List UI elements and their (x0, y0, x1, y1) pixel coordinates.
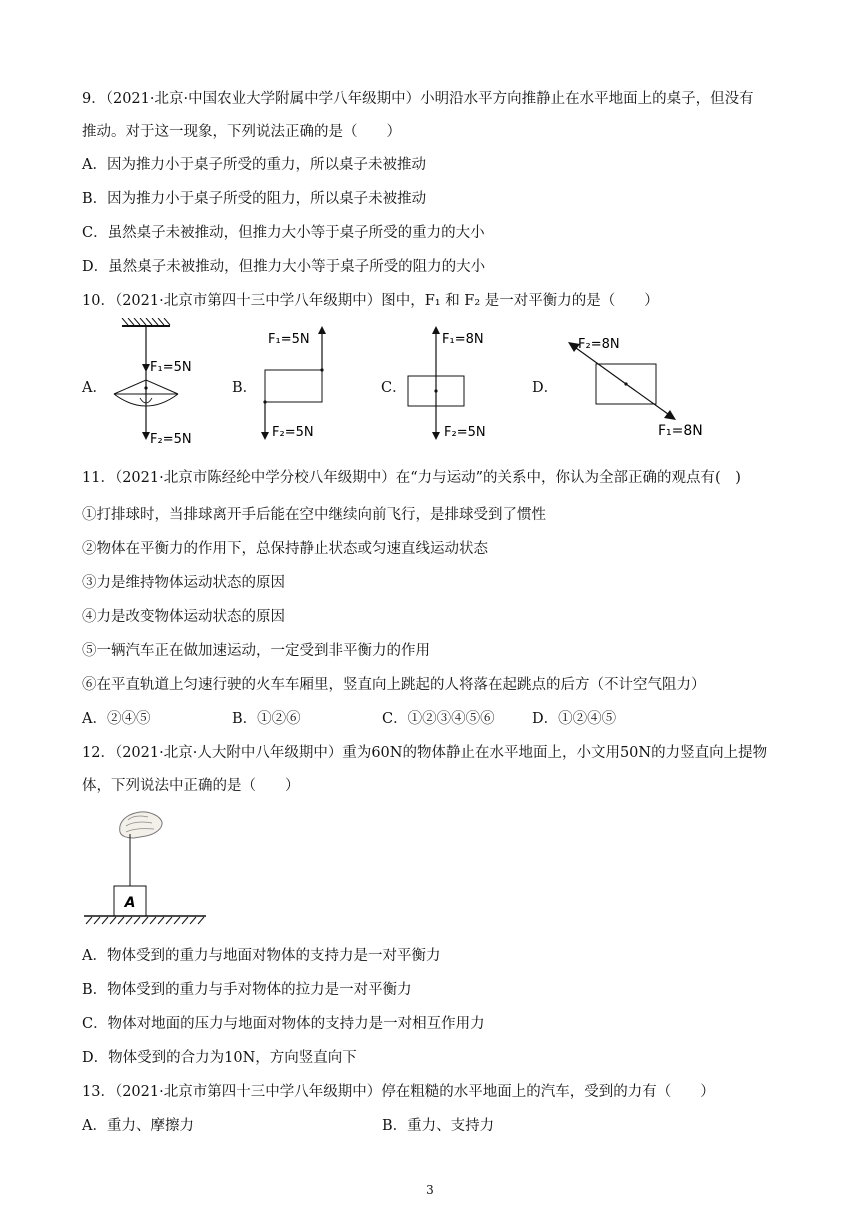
q12-option-b: B．物体受到的重力与手对物体的拉力是一对平衡力 (82, 982, 412, 998)
q11-item-1: ①打排球时，当排球离开手后能在空中继续向前飞行，是排球受到了惯性 (82, 507, 546, 523)
q11-item-2: ②物体在平衡力的作用下，总保持静止状态或匀速直线运动状态 (82, 541, 488, 557)
q12-option-d: D．物体受到的合力为10N，方向竖直向下 (82, 1050, 357, 1066)
q10-a-f2-label: F₂=5N (150, 432, 192, 447)
q9-option-d: D．虽然桌子未被推动，但推力大小等于桌子所受的阻力的大小 (82, 259, 486, 275)
q10-b-f1-label: F₁=5N (268, 332, 310, 347)
q10-d-f2-label: F₂=8N (578, 337, 620, 352)
q10-stem: 10．（2021·北京市第四十三中学八年级期中）图中，F₁ 和 F₂ 是一对平衡力的是（ ） (82, 293, 659, 309)
q10-diagram-b (250, 318, 350, 448)
q10-c-f1-label: F₁=8N (442, 332, 484, 347)
q10-label-b: B． (232, 380, 258, 396)
q9-option-c: C．虽然桌子未被推动，但推力大小等于桌子所受的重力的大小 (82, 225, 485, 241)
q11-item-4: ④力是改变物体运动状态的原因 (82, 609, 285, 625)
q9-option-b: B．因为推力小于桌子所受的阻力，所以桌子未被推动 (82, 191, 427, 207)
q9-stem-line1: 9．（2021·北京·中国农业大学附属中学八年级期中）小明沿水平方向推静止在水平地面上的桌子，但没有 (82, 91, 754, 107)
q11-option-d: D．①②④⑤ (532, 711, 617, 727)
q11-item-6: ⑥在平直轨道上匀速行驶的火车车厢里，竖直向上跳起的人将落在起跳点的后方（不计空气阻力） (82, 677, 706, 693)
q10-label-a: A． (82, 380, 107, 396)
q9-stem-line2: 推动。对于这一现象，下列说法正确的是（ ） (82, 124, 401, 140)
q10-a-f1-label: F₁=5N (150, 360, 192, 375)
q13-option-a: A．重力、摩擦力 (82, 1118, 194, 1134)
q10-b-f2-label: F₂=5N (272, 425, 314, 440)
q13-stem: 13．（2021·北京市第四十三中学八年级期中）停在粗糙的水平地面上的汽车，受到的力有（ ） (82, 1084, 715, 1100)
q12-option-c: C．物体对地面的压力与地面对物体的支持力是一对相互作用力 (82, 1016, 485, 1032)
q11-option-a: A．②④⑤ (82, 711, 151, 727)
q10-label-c: C． (381, 380, 407, 396)
q10-diagram-d (560, 326, 740, 446)
q11-item-3: ③力是维持物体运动状态的原因 (82, 575, 285, 591)
q12-option-a: A．物体受到的重力与地面对物体的支持力是一对平衡力 (82, 948, 441, 964)
q11-option-b: B．①②⑥ (232, 711, 301, 727)
q11-stem: 11．（2021·北京市陈经纶中学分校八年级期中）在“力与运动”的关系中，你认为全部正确的观点有( ) (82, 470, 741, 486)
q10-d-f1-label: F₁=8N (658, 423, 703, 439)
q12-diagram (82, 808, 212, 930)
q10-diagram-a (100, 318, 210, 448)
q9-option-a: A．因为推力小于桌子所受的重力，所以桌子未被推动 (82, 157, 426, 173)
q12-block-label: A (124, 895, 136, 911)
q11-item-5: ⑤一辆汽车正在做加速运动，一定受到非平衡力的作用 (82, 643, 430, 659)
q11-option-c: C．①②③④⑤⑥ (382, 711, 495, 727)
q12-stem-line1: 12．（2021·北京·人大附中八年级期中）重为60N的物体静止在水平地面上，小文用50N的力竖直向上提物 (82, 745, 768, 761)
q12-stem-line2: 体，下列说法中正确的是（ ） (82, 778, 300, 794)
page-number: 3 (426, 1183, 434, 1197)
q13-option-b: B．重力、支持力 (382, 1118, 495, 1134)
q10-c-f2-label: F₂=5N (444, 425, 486, 440)
q10-label-d: D． (532, 380, 559, 396)
q10-diagram-c (400, 318, 510, 448)
